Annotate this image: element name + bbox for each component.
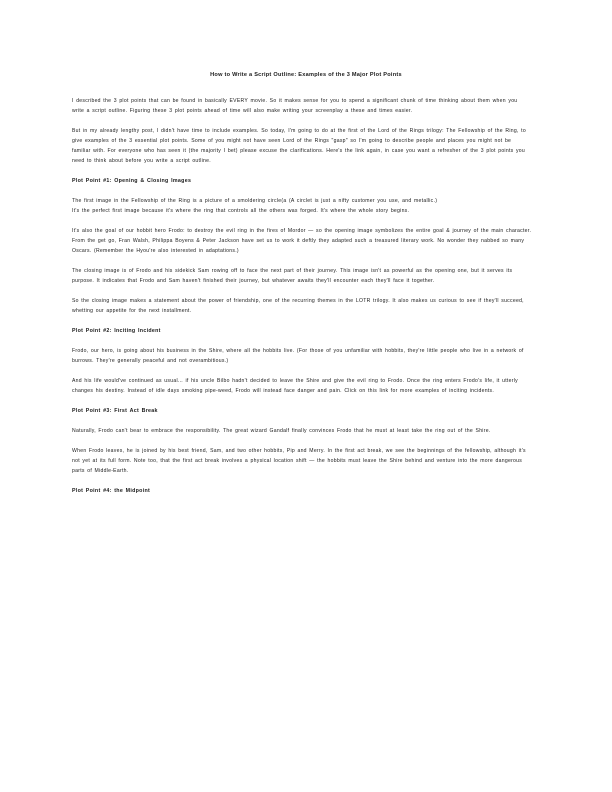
body-paragraph: Naturally, Frodo can't bear to embrace the responsibility. The great wizard Gandalf finally convinces Frodo that he must at least take the ring out of the Shire.	[72, 428, 491, 434]
section-heading: Plot Point #2: Inciting Incident	[72, 328, 161, 334]
body-paragraph: It's the perfect first image because it's where the ring that controls all the others was forged. It's where the whole story begins.	[72, 208, 410, 214]
section-heading: Plot Point #4: the Midpoint	[72, 488, 151, 494]
intro-paragraph: But in my already lengthy post, I didn't have time to include examples. So today, I'm going to do at the first of the Lord of the Rings trilogy: The Fellowship of the Ring, to give examples of the 3 essential plot points. Some of you might not have seen Lord of the Rings "gasp" so I'm going to describe people and places you might not be familiar with. For everyone who has seen it (the majority I bet) please excuse the clarifications. Here's the link again, in case you want a refresher of the 3 plot points you need to think about before you write a script outline.	[72, 128, 526, 164]
section-heading: Plot Point #1: Opening & Closing Images	[72, 178, 192, 184]
document-body	[72, 96, 532, 506]
body-paragraph: When Frodo leaves, he is joined by his best friend, Sam, and two other hobbits, Pip and Merry. In the first act break, we see the beginnings of the fellowship, although it's not yet at its full form. Note too, that the first act break involves a physical location shift — the hobbits must leave the Shire behind and venture into the more dangerous parts of Middle-Earth.	[72, 448, 526, 474]
document-title: How to Write a Script Outline: Examples of the 3 Major Plot Points	[210, 72, 402, 78]
body-paragraph: So the closing image makes a statement about the power of friendship, one of the recurring themes in the LOTR trilogy. It also makes us curious to see if they'll succeed, whetting our appetite for the next installment.	[72, 298, 524, 314]
body-paragraph: Frodo, our hero, is going about his business in the Shire, where all the hobbits live. (For those of you unfamiliar with hobbits, they're little people who live in a network of burrows. They're generally peaceful and not overambitious.)	[72, 348, 524, 364]
intro-paragraph: I described the 3 plot points that can be found in basically EVERY movie. So it makes sense for you to spend a significant chunk of time thinking about them when you write a script outline. Figuring these 3 plot points ahead of time will also make writing your screenplay a these and times easier.	[72, 98, 518, 114]
body-paragraph: The closing image is of Frodo and his sidekick Sam rowing off to face the next part of their journey. This image isn't as powerful as the opening one, but it serves its purpose. It indicates that Frodo and Sam haven't finished their journey, but whatever awaits they'll encounter each they'll face it together.	[72, 268, 513, 284]
body-paragraph: And his life would've continued as usual... if his uncle Bilbo hadn't decided to leave the Shire and give the evil ring to Frodo. Once the ring enters Frodo's life, it utterly changes his destiny. Instead of idle days smoking pipe-weed, Frodo will instead face danger and pain. Click on this link for more examples of inciting incidents.	[72, 378, 518, 394]
body-paragraph: It's also the goal of our hobbit hero Frodo: to destroy the evil ring in the fires of Mordor — so the opening image symbolizes the entire goal & journey of the main character. From the get go, Fran Walsh, Philippa Boyens & Peter Jackson have set us to work it deftly they adapted such a treasured literary work. No wonder they nabbed so many Oscars. (Remember the Hyou're also interested in adaptations.)	[72, 228, 532, 254]
body-paragraph: The first image in the Fellowship of the Ring is a picture of a smoldering circle(a (A circlet is just a nifty customer you use, and metallic.)	[72, 198, 438, 204]
section-heading: Plot Point #3: First Act Break	[72, 408, 158, 414]
